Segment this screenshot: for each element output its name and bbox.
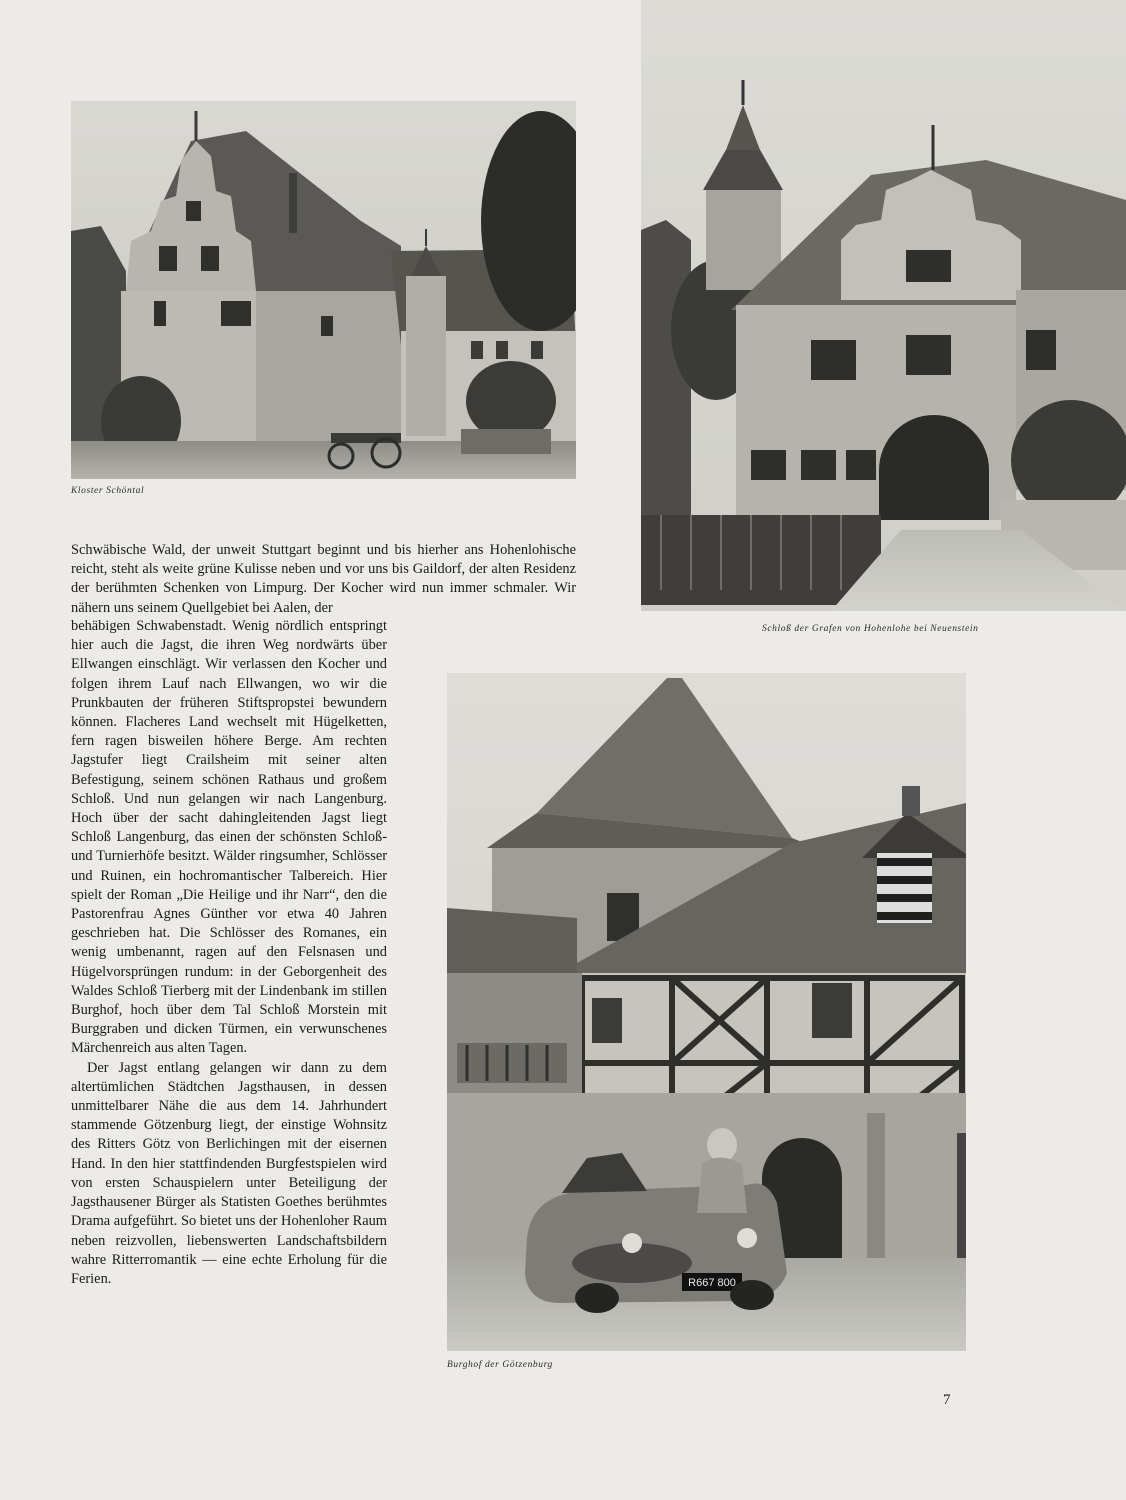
caption-burghof-goetzenburg: Burghof der Götzenburg xyxy=(447,1360,553,1370)
article-paragraph-1: behäbigen Schwabenstadt. Wenig nördlich entspringt hier auch die Jagst, die ihren Weg nordwärts über Ellwangen einschlägt. Wir verlassen den Kocher und folgen ihrem Lauf nach Ellwangen, wo wir die Prunkbauten der früheren Stiftspropstei bewundern können. Flacheres Land wechselt mit Hügelketten, fern ragen bisweilen höhere Berge. Am rechten Jagstufer liegt Crailsheim mit seiner alten Befestigung, seinem schönen Rathaus und großem Schloß. Und nun gelangen wir nach Langenburg. Hoch über der sacht dahingleitenden Jagst liegt Schloß Langenburg, das einen der schönsten Schloß- und Turnierhöfe besitzt. Wälder ringsumher, Schlösser und Ruinen, ein hochromantischer Talbereich. Hier spielt der Roman „Die Heilige und ihr Narr“, den die Pastorenfrau Agnes Günther vor etwa 40 Jahren geschrieben hat. Die Schlösser des Romanes, ein wenig umbenannt, ragen auf den Felsnasen und Hügelvorsprüngen rundum: in der Geborgenheit des Waldes Schloß Tierberg mit der Lindenbank im stillen Burghof, hoch über dem Tal Schloß Morstein mit Burggraben und dicken Türmen, ein verwunschenes Märchenreich aus alten Tagen. xyxy=(71,618,387,1057)
car-license-plate: R667 800 xyxy=(688,1277,736,1289)
article-column xyxy=(71,617,387,1289)
photo-kloster-schoental xyxy=(71,101,576,479)
page-number: 7 xyxy=(943,1392,951,1408)
caption-kloster-schoental: Kloster Schöntal xyxy=(71,486,145,496)
photo-kloster-schoental-image xyxy=(71,101,576,479)
article-paragraph-2: Der Jagst entlang gelangen wir dann zu dem altertümlichen Städtchen Jagsthausen, in dessen unmittelbarer Nähe die aus dem 14. Jahrhundert stammende Götzenburg liegt, der einstige Wohnsitz des Ritters Götz von Berlichingen mit der eisernen Hand. In den hier stattfindenden Burgfestspielen wird von ersten Schauspielern unter Beteiligung der Jagsthausener Bürger als Statisten Goethes berühmtes Drama aufgeführt. So bietet uns der Hohenloher Raum neben reizvollen, liebenswerten Landschaftsbildern wahre Ritterromantik — eine echte Erholung für die Ferien. xyxy=(71,1059,387,1287)
photo-burghof-goetzenburg-image xyxy=(447,673,966,1351)
photo-burghof-goetzenburg xyxy=(447,673,966,1351)
article-intro: Schwäbische Wald, der unweit Stuttgart beginnt und bis hierher ans Hohenlohische reicht, steht als weite grüne Kulisse neben und vor uns bis Gaildorf, der alten Residenz der berühmten Schenken von Limpurg. Der Kocher wird nun immer schmaler. Wir nähern uns seinem Quellgebiet bei Aalen, der xyxy=(71,542,576,616)
caption-schloss-neuenstein: Schloß der Grafen von Hohenlohe bei Neuenstein xyxy=(762,624,979,634)
photo-schloss-neuenstein xyxy=(641,0,1126,611)
photo-schloss-neuenstein-image xyxy=(641,0,1126,611)
